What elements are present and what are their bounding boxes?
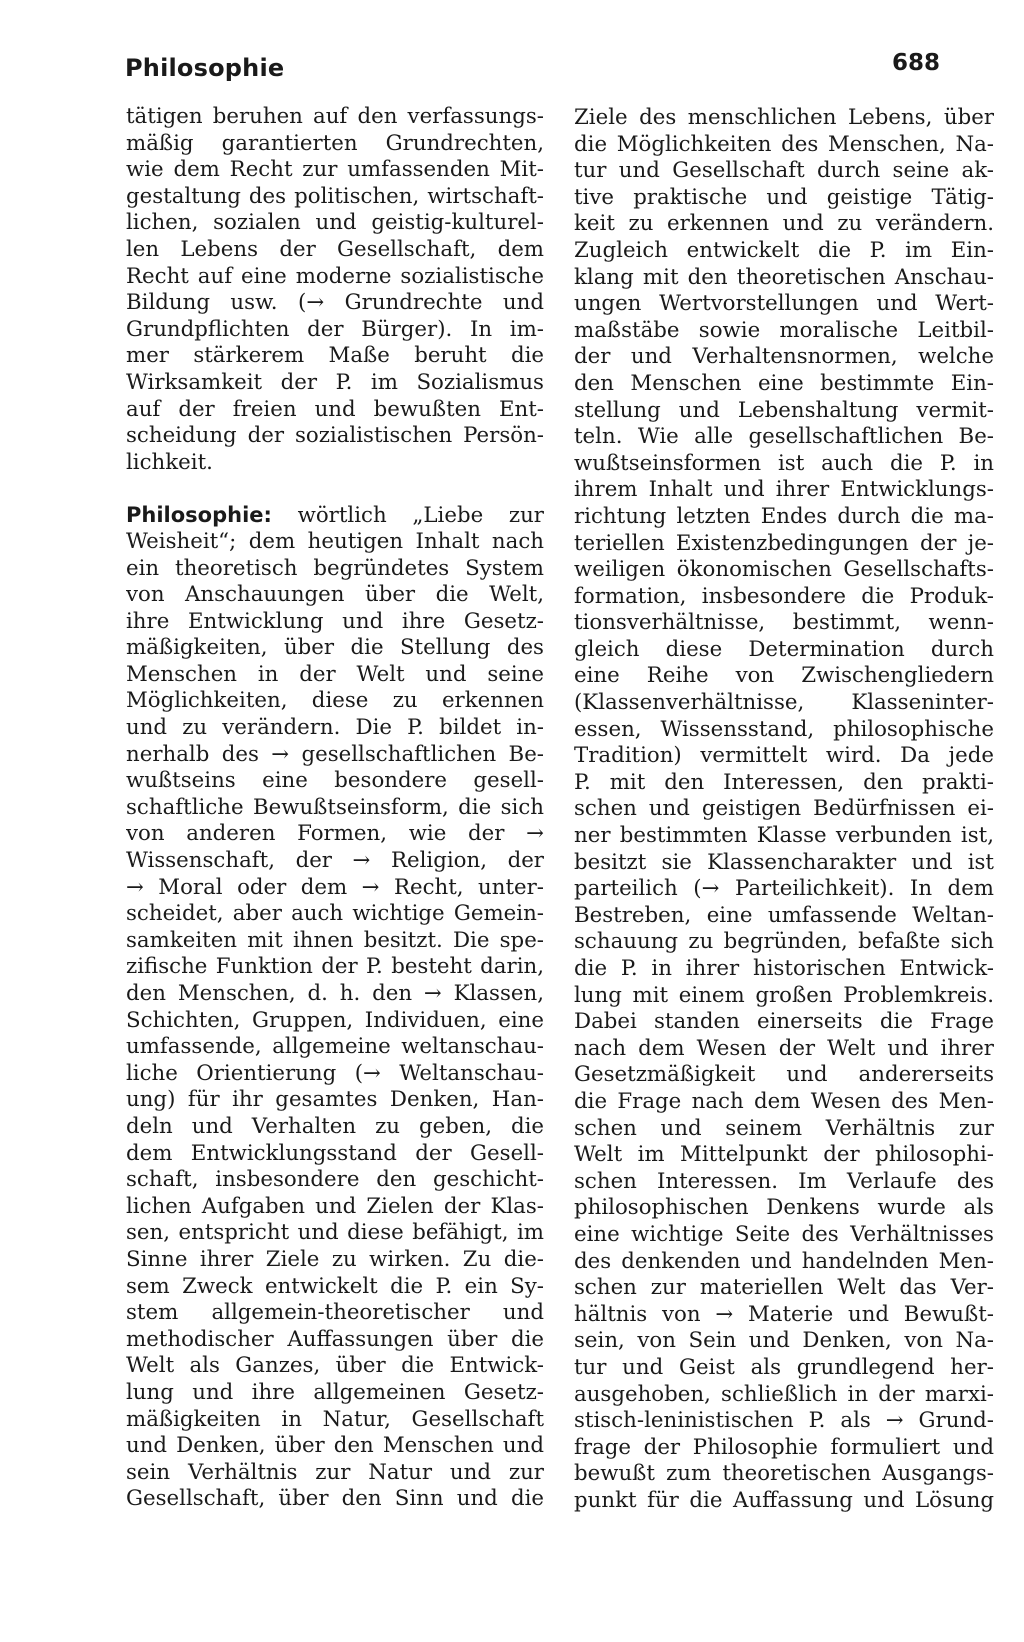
text-line: eine Reihe von Zwischengliedern bbox=[574, 663, 994, 689]
text-line: samkeiten mit ihnen besitzt. Die spe- bbox=[126, 927, 544, 953]
text-line: sen, entspricht und diese befähigt, im bbox=[126, 1220, 544, 1246]
text-line: schen Interessen. Im Verlaufe des bbox=[574, 1168, 994, 1194]
text-line: teln. Wie alle gesellschaftlichen Be- bbox=[574, 424, 994, 450]
text-line: den Menschen, d. h. den → Klassen, bbox=[126, 981, 544, 1006]
page-number: 688 bbox=[891, 50, 940, 76]
text-line: Zugleich entwickelt die P. im Ein- bbox=[574, 237, 994, 263]
text-line: der und Verhaltensnormen, welche bbox=[574, 344, 994, 370]
text-line: wie dem Recht zur umfassenden Mit- bbox=[126, 157, 544, 183]
running-header: Philosophie bbox=[125, 54, 285, 82]
text-line: Möglichkeiten, diese zu erkennen bbox=[126, 688, 544, 714]
text-line: die Möglichkeiten des Menschen, Na- bbox=[574, 131, 994, 157]
text-line: lung und ihre allgemeinen Gesetz- bbox=[126, 1379, 544, 1405]
text-line: stem allgemein-theoretischer und bbox=[126, 1300, 544, 1326]
text-line: scheidet, aber auch wichtige Gemein- bbox=[126, 901, 544, 927]
text-line: ausgehoben, schließlich in der marxi- bbox=[574, 1381, 994, 1407]
text-line: Menschen in der Welt und seine bbox=[126, 661, 544, 687]
text-line: mäßig garantierten Grundrechten, bbox=[126, 130, 544, 156]
text-line: Sinne ihrer Ziele zu wirken. Zu die- bbox=[126, 1246, 544, 1272]
text-line: philosophischen Denkens wurde als bbox=[574, 1195, 994, 1221]
text-line: lung mit einem großen Problemkreis. bbox=[574, 982, 994, 1008]
text-line: weiligen ökonomischen Gesellschafts- bbox=[574, 557, 994, 583]
text-line: tive praktische und geistige Tätig- bbox=[574, 184, 994, 210]
text-line: von anderen Formen, wie der → bbox=[126, 821, 544, 847]
text-line: ein theoretisch begründetes System bbox=[126, 555, 544, 581]
text-line: Wirksamkeit der P. im Sozialismus bbox=[126, 369, 544, 395]
text-line: richtung letzten Endes durch die ma- bbox=[574, 503, 994, 529]
text-line: gestaltung des politischen, wirtschaft- bbox=[126, 183, 544, 209]
text-line: Gesetzmäßigkeit und andererseits bbox=[574, 1062, 994, 1088]
text-line: punkt für die Auffassung und Lösung bbox=[574, 1487, 994, 1513]
text-line: Tradition) vermittelt wird. Da jede bbox=[574, 743, 994, 769]
text-line: besitzt sie Klassencharakter und ist bbox=[574, 849, 994, 875]
text-line: schen und seinem Verhältnis zur bbox=[574, 1115, 994, 1141]
text-line: Grundpflichten der Bürger). In im- bbox=[126, 316, 544, 342]
text-line: gleich diese Determination durch bbox=[574, 636, 994, 662]
text-line: deln und Verhalten zu geben, die bbox=[126, 1113, 544, 1139]
text-line: tur und Geist als grundlegend her- bbox=[574, 1354, 994, 1380]
entry-first-line bbox=[126, 502, 544, 529]
text-line: Bildung usw. (→ Grundrechte und bbox=[126, 290, 544, 316]
text-line: schauung zu begründen, befaßte sich bbox=[574, 929, 994, 955]
text-line: stellung und Lebenshaltung vermit- bbox=[574, 397, 994, 423]
text-line: tätigen beruhen auf den verfassungs- bbox=[126, 104, 544, 129]
text-line: ner bestimmten Klasse verbunden ist, bbox=[574, 823, 994, 849]
text-line: und zu verändern. Die P. bildet in- bbox=[126, 715, 544, 741]
text-line: formation, insbesondere die Produk- bbox=[574, 583, 994, 609]
text-line: ungen Wertvorstellungen und Wert- bbox=[574, 291, 994, 317]
text-line: lichkeit. bbox=[126, 449, 213, 475]
left-column bbox=[126, 104, 544, 1513]
text-line: stisch-leninistischen P. als → Grund- bbox=[574, 1408, 994, 1434]
text-line: Bestreben, eine umfassende Weltan- bbox=[574, 902, 994, 928]
text-line: (Klassenverhältnisse, Klasseninter- bbox=[574, 690, 994, 716]
text-line: scheidung der sozialistischen Persön- bbox=[126, 423, 544, 449]
text-line: schen und geistigen Bedürfnissen ei- bbox=[574, 796, 994, 822]
text-line: wußtseinsformen ist auch die P. in bbox=[574, 450, 994, 476]
text-line: methodischer Auffassungen über die bbox=[126, 1326, 544, 1352]
text-line: liche Orientierung (→ Weltanschau- bbox=[126, 1060, 544, 1086]
text-line: schaftliche Bewußtseinsform, die sich bbox=[126, 794, 544, 820]
text-line: lichen Aufgaben und Zielen der Klas- bbox=[126, 1193, 544, 1219]
text-line: Schichten, Gruppen, Individuen, eine bbox=[126, 1007, 544, 1033]
text-line: tur und Gesellschaft durch seine ak- bbox=[574, 158, 994, 184]
text-line: maßstäbe sowie moralische Leitbil- bbox=[574, 317, 994, 343]
text-line: hältnis von → Materie und Bewußt- bbox=[574, 1301, 994, 1327]
entry-headword: Philosophie: bbox=[126, 503, 272, 528]
text-line: Wissenschaft, der → Religion, der bbox=[126, 848, 544, 874]
text-line: essen, Wissensstand, philosophische bbox=[574, 716, 994, 742]
text-line: ung) für ihr gesamtes Denken, Han- bbox=[126, 1087, 544, 1113]
text-line: sein Verhältnis zur Natur und zur bbox=[126, 1459, 544, 1485]
text-line: Ziele des menschlichen Lebens, über bbox=[574, 105, 994, 130]
text-line: sein, von Sein und Denken, von Na- bbox=[574, 1328, 994, 1354]
text-line: auf der freien und bewußten Ent- bbox=[126, 396, 544, 422]
text-line: die Frage nach dem Wesen des Men- bbox=[574, 1088, 994, 1114]
text-line: P. mit den Interessen, den prakti- bbox=[574, 769, 994, 795]
text-line: frage der Philosophie formuliert und bbox=[574, 1434, 994, 1460]
text-line: schaft, insbesondere den geschicht- bbox=[126, 1167, 544, 1193]
text-line: len Lebens der Gesellschaft, dem bbox=[126, 236, 544, 262]
text-line: teriellen Existenzbedingungen der je- bbox=[574, 530, 994, 556]
text-line: Welt im Mittelpunkt der philosophi- bbox=[574, 1142, 994, 1168]
text-line: mer stärkerem Maße beruht die bbox=[126, 343, 544, 369]
text-line: nerhalb des → gesellschaftlichen Be- bbox=[126, 741, 544, 767]
text-line: bewußt zum theoretischen Ausgangs- bbox=[574, 1461, 994, 1487]
text-line: Dabei standen einerseits die Frage bbox=[574, 1009, 994, 1035]
text-line: umfassende, allgemeine weltanschau- bbox=[126, 1034, 544, 1060]
text-line: → Moral oder dem → Recht, unter- bbox=[126, 874, 544, 900]
text-line: eine wichtige Seite des Verhältnisses bbox=[574, 1221, 994, 1247]
text-line: schen zur materiellen Welt das Ver- bbox=[574, 1275, 994, 1301]
text-line: zifische Funktion der P. besteht darin, bbox=[126, 954, 544, 980]
text-line: mäßigkeiten, über die Stellung des bbox=[126, 635, 544, 661]
text-fragment: wörtlich „Liebe zur bbox=[297, 503, 544, 529]
text-line: mäßigkeiten in Natur, Gesellschaft bbox=[126, 1406, 544, 1432]
text-line: keit zu erkennen und zu verändern. bbox=[574, 211, 994, 237]
text-line: nach dem Wesen der Welt und ihrer bbox=[574, 1035, 994, 1061]
text-line: ihre Entwicklung und ihre Gesetz- bbox=[126, 608, 544, 634]
text-line: von Anschauungen über die Welt, bbox=[126, 582, 544, 608]
text-line: Welt als Ganzes, über die Entwick- bbox=[126, 1353, 544, 1379]
text-line: des denkenden und handelnden Men- bbox=[574, 1248, 994, 1274]
text-line: wußtseins eine besondere gesell- bbox=[126, 768, 544, 794]
text-line: ihrem Inhalt und ihrer Entwicklungs- bbox=[574, 477, 994, 503]
text-line: Gesellschaft, über den Sinn und die bbox=[126, 1486, 544, 1512]
text-line: die P. in ihrer historischen Entwick- bbox=[574, 956, 994, 981]
text-line: Weisheit“; dem heutigen Inhalt nach bbox=[126, 528, 544, 554]
text-line: parteilich (→ Parteilichkeit). In dem bbox=[574, 876, 994, 902]
text-line: tionsverhältnisse, bestimmt, wenn- bbox=[574, 610, 994, 636]
text-line: sem Zweck entwickelt die P. ein Sy- bbox=[126, 1273, 544, 1299]
text-line: und Denken, über den Menschen und bbox=[126, 1433, 544, 1459]
text-line: klang mit den theoretischen Anschau- bbox=[574, 264, 994, 290]
right-column bbox=[574, 105, 994, 1514]
text-line: den Menschen eine bestimmte Ein- bbox=[574, 370, 994, 396]
text-line: dem Entwicklungsstand der Gesell- bbox=[126, 1140, 544, 1166]
text-line: Recht auf eine moderne sozialistische bbox=[126, 263, 544, 289]
text-line: lichen, sozialen und geistig-kulturel- bbox=[126, 210, 544, 236]
